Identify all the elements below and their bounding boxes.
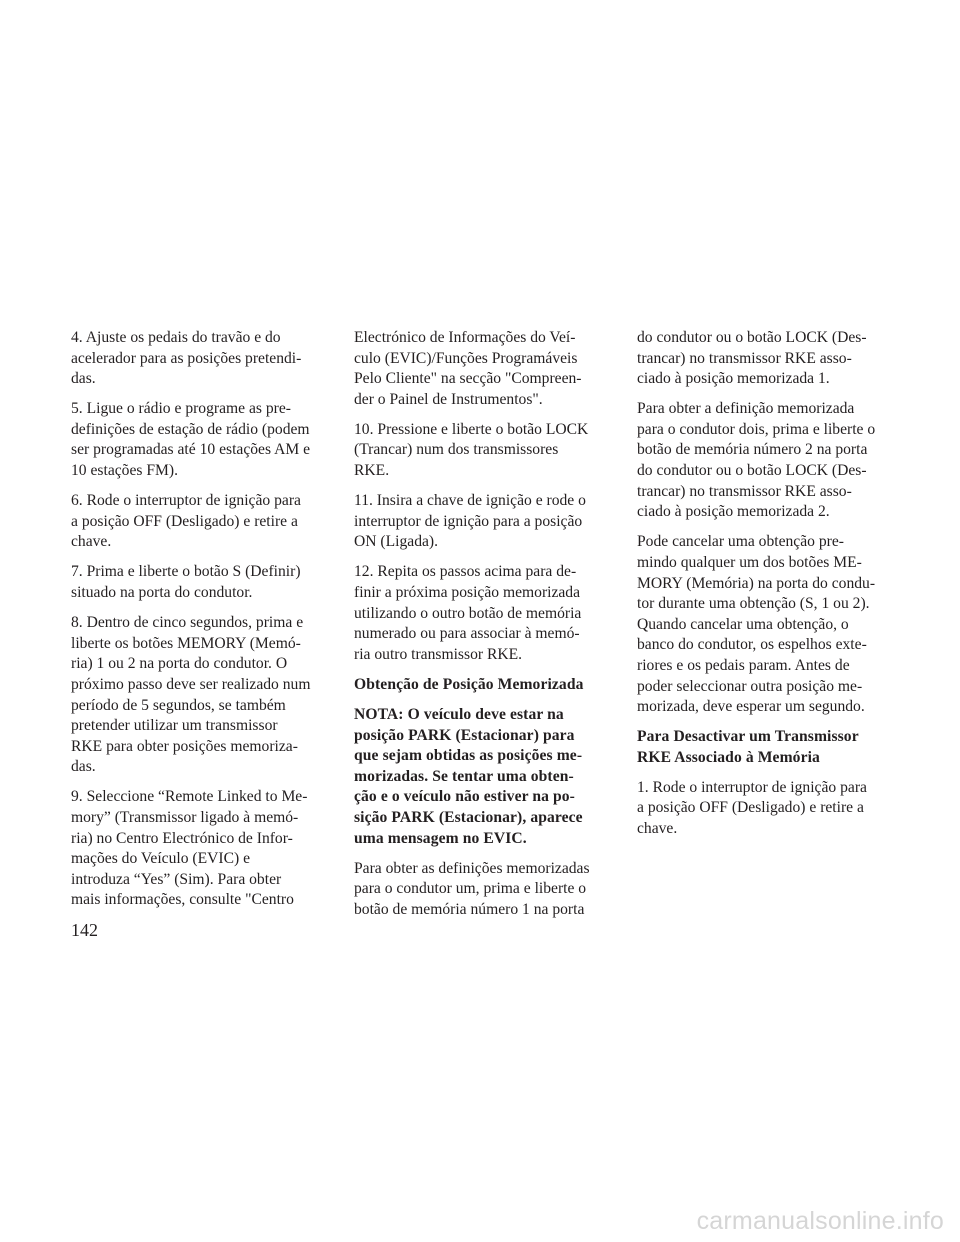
disable-step-1: 1. Rode o interruptor de ignição para a posição OFF (Desligado) e retire a chave. bbox=[637, 778, 867, 838]
step-8: 8. Dentro de cinco segundos, prima e liberte os botões MEMORY (Memó- ria) 1 ou 2 na porta do condutor. O próximo passo deve ser realizado num período de 5 segundos, se também pretender utilizar um transmissor RKE para obter posições memoriza- das. bbox=[71, 614, 311, 776]
page-number: 142 bbox=[71, 920, 98, 940]
right-column bbox=[637, 328, 887, 849]
section-heading-disable-transmitter: Para Desactivar um Transmissor RKE Associado à Memória bbox=[637, 728, 859, 766]
step-9: 9. Seleccione “Remote Linked to Me- mory” (Transmissor ligado à memó- ria) no Centro Electrónico de Infor- mações do Veículo (EVIC) e introduza “Yes” (Sim). Para obter mais informações, consulte "Centro bbox=[71, 788, 308, 909]
step-4: 4. Ajuste os pedais do travão e do acelerador para as posições pretendi- das. bbox=[71, 329, 302, 388]
step-5: 5. Ligue o rádio e programe as pre- definições de estação de rádio (podem ser programadas até 10 estações AM e 10 estações FM). bbox=[71, 400, 311, 480]
note-park-position: NOTA: O veículo deve estar na posição PARK (Estacionar) para que sejam obtidas as posições me- morizadas. Se tentar uma obten- ção e o veículo não estiver na po- sição PARK (Estacionar), aparece uma mensagem no EVIC. bbox=[354, 706, 583, 847]
step-9-continued: Electrónico de Informações do Veí- culo (EVIC)/Funções Programáveis Pelo Cliente" na secção "Compreen- der o Painel de Instrumentos". bbox=[354, 329, 582, 408]
recall-driver-one-continued: do condutor ou o botão LOCK (Des- trancar) no transmissor RKE asso- ciado à posição memorizada 1. bbox=[637, 329, 867, 388]
step-11: 11. Insira a chave de ignição e rode o interruptor de ignição para a posição ON (Ligada). bbox=[354, 492, 586, 551]
watermark: carmanualsonline.info bbox=[696, 1207, 944, 1235]
step-6: 6. Rode o interruptor de ignição para a posição OFF (Desligado) e retire a chave. bbox=[71, 492, 301, 551]
recall-driver-one: Para obter as definições memorizadas para o condutor um, prima e liberte o botão de memória número 1 na porta bbox=[354, 859, 590, 918]
left-column bbox=[71, 328, 321, 920]
step-7: 7. Prima e liberte o botão S (Definir) situado na porta do condutor. bbox=[71, 563, 301, 602]
step-10: 10. Pressione e liberte o botão LOCK (Trancar) num dos transmissores RKE. bbox=[354, 420, 589, 480]
cancel-recall: Pode cancelar uma obtenção pre- mindo qualquer um dos botões ME- MORY (Memória) na porta do condu- tor durante uma obtenção (S, 1 ou 2). Quando cancelar uma obtenção, o banco do condutor, os espelhos exte- riores e os pedais param. Antes de poder seleccionar outra posição me- morizada, deve esperar um segundo. bbox=[637, 533, 876, 716]
recall-driver-two: Para obter a definição memorizada para o condutor dois, prima e liberte o botão de memória número 2 na porta do condutor ou o botão LOCK (Des- trancar) no transmissor RKE asso- ciado à posição memorizada 2. bbox=[637, 400, 876, 521]
middle-column bbox=[354, 328, 604, 930]
step-12: 12. Repita os passos acima para de- finir a próxima posição memorizada utilizando o outro botão de memória numerado ou para associar à memó- ria outro transmissor RKE. bbox=[354, 563, 582, 663]
section-heading-recall: Obtenção de Posição Memorizada bbox=[354, 675, 584, 693]
